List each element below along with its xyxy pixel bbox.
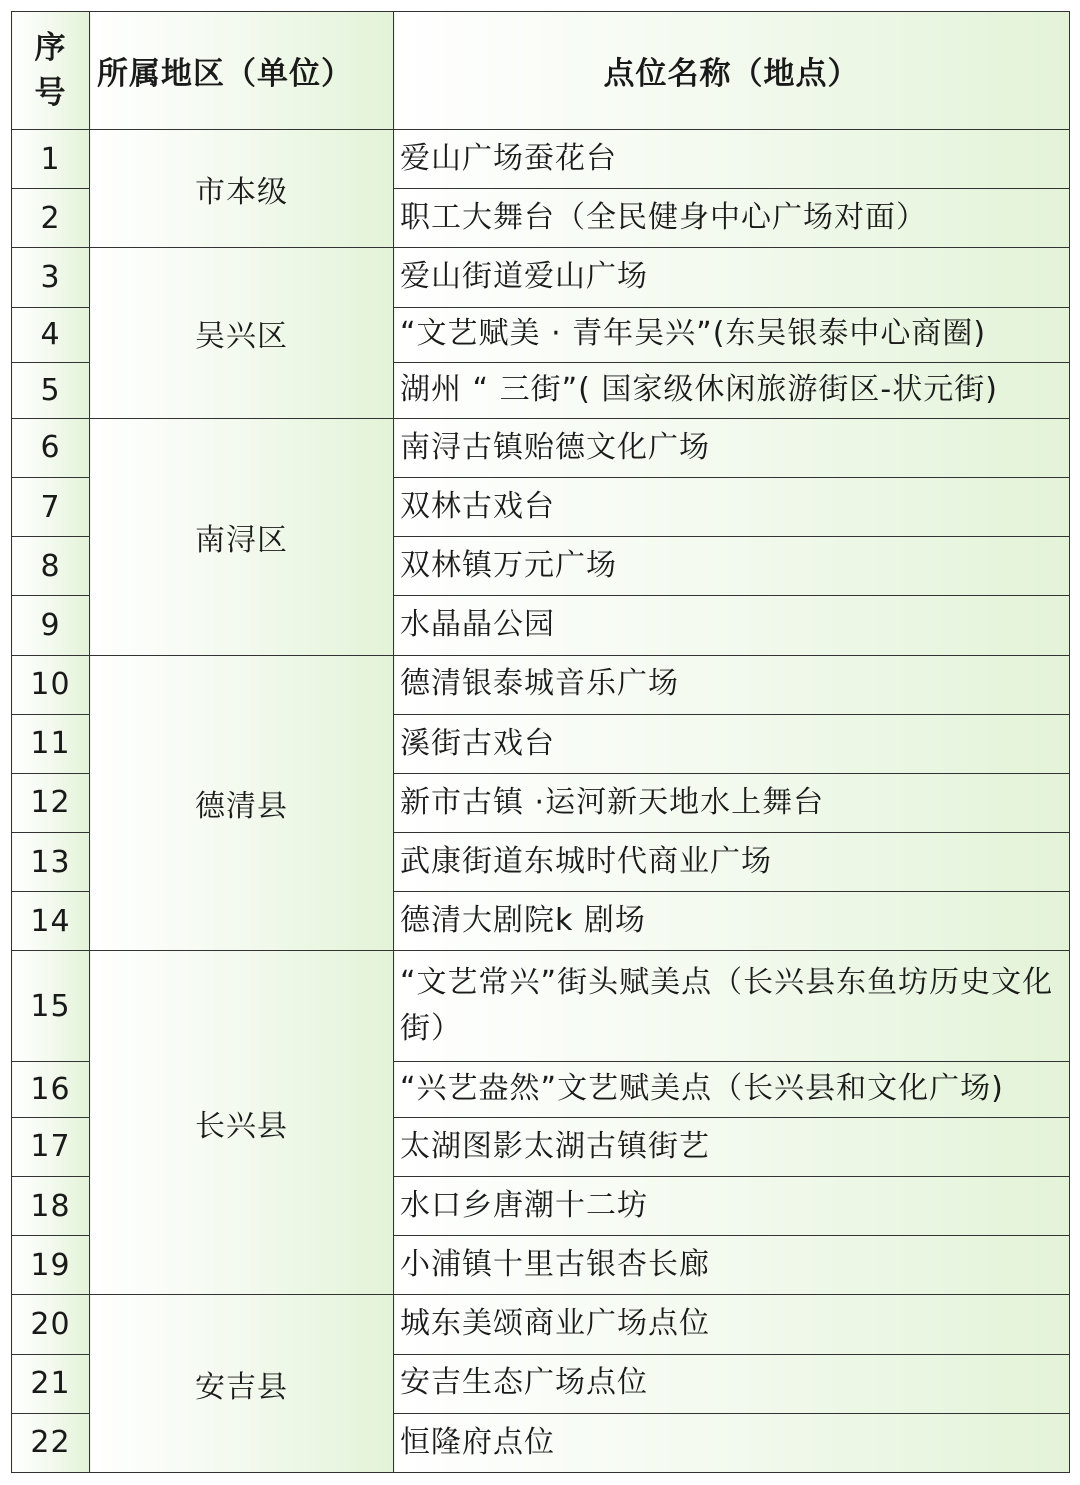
row-number: 21 [12, 1354, 90, 1413]
row-number: 16 [12, 1061, 90, 1117]
region-cell: 长兴县 [90, 951, 394, 1295]
place-name-cell: “文艺赋美 · 青年吴兴”(东吴银泰中心商圈) [394, 307, 1070, 362]
table-row [12, 1295, 1070, 1354]
place-name-cell: 小浦镇十里古银杏长廊 [394, 1236, 1070, 1295]
row-number: 10 [12, 655, 90, 714]
place-name-cell: 水晶晶公园 [394, 596, 1070, 655]
header-row [12, 12, 1070, 130]
region-cell: 德清县 [90, 655, 394, 951]
row-number: 1 [12, 130, 90, 189]
row-number: 19 [12, 1236, 90, 1295]
place-name-cell: 水口乡唐潮十二坊 [394, 1177, 1070, 1236]
table-row [12, 130, 1070, 189]
row-number: 22 [12, 1413, 90, 1472]
locations-table [11, 11, 1070, 1473]
place-name-cell: 恒隆府点位 [394, 1413, 1070, 1472]
place-name-cell: 新市古镇 ·运河新天地水上舞台 [394, 773, 1070, 832]
header-region: 所属地区（单位） [90, 12, 394, 130]
place-name-cell: 溪街古戏台 [394, 714, 1070, 773]
place-name-cell: “文艺常兴”街头赋美点（长兴县东鱼坊历史文化街） [394, 951, 1070, 1061]
row-number: 20 [12, 1295, 90, 1354]
table-row [12, 418, 1070, 477]
place-name-cell: 安吉生态广场点位 [394, 1354, 1070, 1413]
row-number: 9 [12, 596, 90, 655]
region-cell: 南浔区 [90, 418, 394, 655]
row-number: 13 [12, 833, 90, 892]
place-name-cell: 爱山广场蚕花台 [394, 130, 1070, 189]
place-name-cell: 德清大剧院k 剧场 [394, 892, 1070, 951]
row-number: 12 [12, 773, 90, 832]
row-number: 8 [12, 537, 90, 596]
table-row [12, 951, 1070, 1061]
place-name-cell: 双林古戏台 [394, 478, 1070, 537]
row-number: 15 [12, 951, 90, 1061]
table-row [12, 248, 1070, 307]
region-cell: 市本级 [90, 130, 394, 248]
header-serial-number-text: 序号 [34, 29, 67, 111]
place-name-cell: 爱山街道爱山广场 [394, 248, 1070, 307]
row-number: 7 [12, 478, 90, 537]
row-number: 3 [12, 248, 90, 307]
region-cell: 吴兴区 [90, 248, 394, 418]
row-number: 5 [12, 362, 90, 418]
place-name-cell: 南浔古镇贻德文化广场 [394, 418, 1070, 477]
row-number: 6 [12, 418, 90, 477]
header-place-name: 点位名称（地点） [394, 12, 1070, 130]
place-name-cell: 德清银泰城音乐广场 [394, 655, 1070, 714]
row-number: 18 [12, 1177, 90, 1236]
row-number: 2 [12, 189, 90, 248]
place-name-cell: “兴艺盎然”文艺赋美点（长兴县和文化广场) [394, 1061, 1070, 1117]
row-number: 17 [12, 1117, 90, 1176]
place-name-cell: 武康街道东城时代商业广场 [394, 833, 1070, 892]
place-name-cell: 湖州 “ 三街”( 国家级休闲旅游街区-状元街) [394, 362, 1070, 418]
place-name-cell: 双林镇万元广场 [394, 537, 1070, 596]
table-body [12, 130, 1070, 1473]
row-number: 4 [12, 307, 90, 362]
place-name-cell: 城东美颂商业广场点位 [394, 1295, 1070, 1354]
table-row [12, 655, 1070, 714]
row-number: 11 [12, 714, 90, 773]
place-name-cell: 太湖图影太湖古镇街艺 [394, 1117, 1070, 1176]
place-name-cell: 职工大舞台（全民健身中心广场对面） [394, 189, 1070, 248]
region-cell: 安吉县 [90, 1295, 394, 1473]
header-serial-number [12, 12, 90, 130]
row-number: 14 [12, 892, 90, 951]
